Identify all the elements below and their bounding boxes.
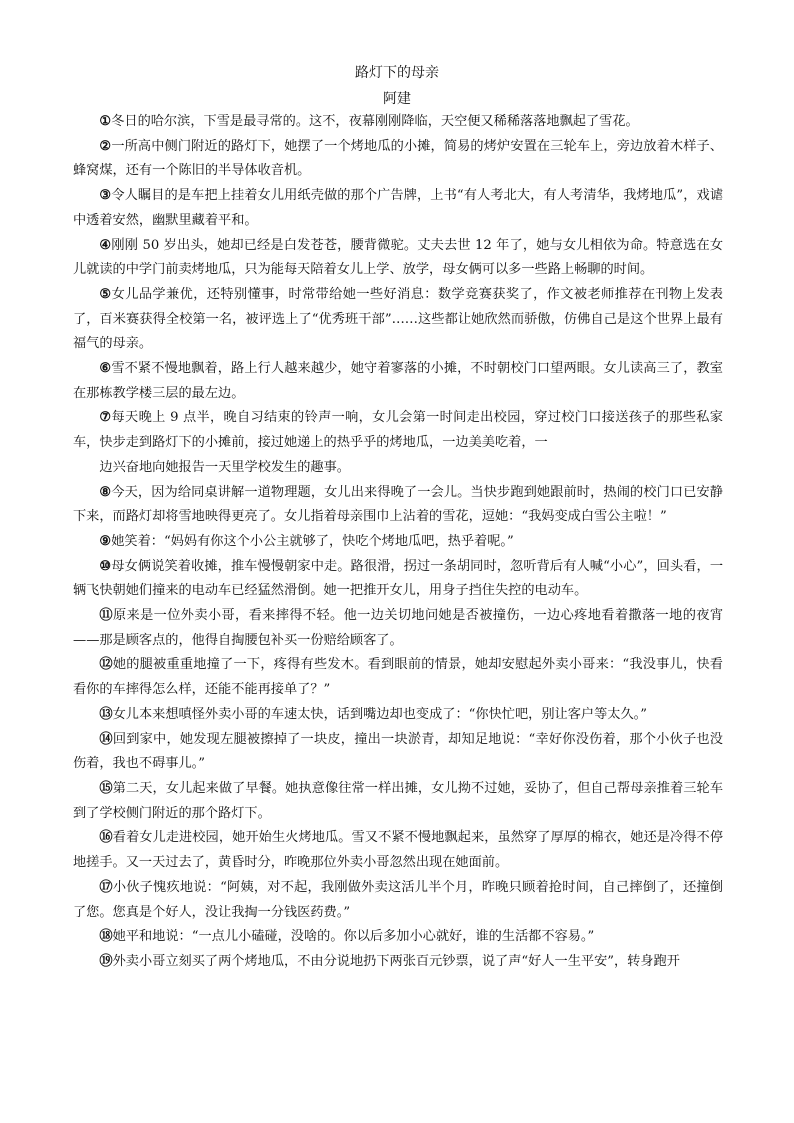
paragraph-number: ⑦ [99, 410, 112, 426]
paragraph-number: ⑱ [99, 929, 113, 945]
paragraph-number: ⑥ [99, 361, 112, 377]
paragraph-text: 女儿本来想嗔怪外卖小哥的车速太快，话到嘴边却也变成了：“你快忙吧，别让客户等太久。” [112, 706, 647, 722]
paragraph-10 [73, 555, 723, 604]
paragraph-15 [73, 777, 723, 826]
paragraph-text: 刚刚 50 岁出头，她却已经是白发苍苍，腰背微驼。丈夫去世 12 年了，她与女儿相依为命。特意选在女儿就读的中学门前卖烤地瓜，只为能每天陪着女儿上学、放学，母女俩可以多一些路上畅聊的时间。 [73, 237, 724, 278]
paragraph-number: ⑰ [99, 879, 113, 895]
paragraph-number: ③ [99, 188, 112, 204]
paragraph-5 [73, 283, 723, 357]
paragraph-number: ⑯ [99, 830, 113, 846]
paragraph-13 [73, 703, 723, 728]
paragraph-number: ⑨ [99, 533, 112, 549]
paragraph-text: 外卖小哥立刻买了两个烤地瓜，不由分说地扔下两张百元钞票，说了声“好人一生平安”，转身跑开 [112, 953, 680, 969]
paragraph-text: 母女俩说笑着收摊，推车慢慢朝家中走。路很滑，拐过一条胡同时，忽听背后有人喊“小心”，回头看，一辆飞快朝她们撞来的电动车已经猛然滑倒。她一把推开女儿，用身子挡住失控的电动车。 [73, 558, 724, 599]
paragraph-6 [73, 357, 723, 406]
paragraph-number: ⑬ [99, 706, 113, 722]
paragraph-number: ⑭ [99, 731, 113, 747]
paragraph-3 [73, 184, 723, 233]
paragraph-number: ⑤ [99, 286, 112, 302]
paragraph-text: 看着女儿走进校园，她开始生火烤地瓜。雪又不紧不慢地飘起来，虽然穿了厚厚的棉衣，她还是冷得不停地搓手。又一天过去了，黄昏时分，昨晚那位外卖小哥忽然出现在她面前。 [73, 830, 724, 871]
paragraph-text: 女儿品学兼优，还特别懂事，时常带给她一些好消息：数学竞赛获奖了，作文被老师推荐在刊物上发表了，百米赛获得全校第一名，被评选上了“优秀班干部”……这些都让她欣然而骄傲，仿佛自己是这个世界上最有福气的母亲。 [73, 286, 723, 352]
paragraph-number: ⑧ [99, 484, 112, 500]
paragraph-number: ① [99, 114, 112, 129]
paragraph-number: ② [99, 138, 112, 154]
paragraph-text: 原来是一位外卖小哥，看来摔得不轻。他一边关切地问她是否被撞伤，一边心疼地看着撒落一地的夜宵——那是顾客点的，他得自掏腰包补买一份赔给顾客了。 [73, 608, 724, 648]
paragraph-text: 令人瞩目的是车把上挂着女儿用纸壳做的那个广告牌，上书“有人考北大，有人考清华，我烤地瓜”，戏谑中透着安然，幽默里藏着平和。 [73, 188, 724, 228]
paragraph-text: 边兴奋地向她报告一天里学校发生的趣事。 [99, 459, 350, 475]
paragraph-text: 一所高中侧门附近的路灯下，她摆了一个烤地瓜的小摊，简易的烤炉安置在三轮车上，旁边放着木样子、蜂窝煤，还有一个陈旧的半导体收音机。 [73, 138, 723, 179]
paragraph-1 [73, 110, 723, 135]
article-author: 阿建 [383, 91, 411, 107]
paragraph-12 [73, 653, 723, 702]
paragraph-number: ⑪ [99, 608, 113, 624]
paragraph-text: 今天，因为给同桌讲解一道物理题，女儿出来得晚了一会儿。当快步跑到她跟前时，热闹的校门口已安静下来，而路灯却将雪地映得更亮了。女儿指着母亲围巾上沾着的雪花，逗她：“我妈变成白雪公主啦！” [73, 484, 723, 525]
paragraph-number: ⑲ [99, 953, 113, 969]
paragraph-text: 她笑着：“妈妈有你这个小公主就够了，快吃个烤地瓜吧，热乎着呢。” [111, 533, 514, 549]
paragraph-11 [73, 604, 723, 653]
paragraph-18 [73, 925, 723, 950]
paragraph-7-continued [73, 456, 723, 481]
paragraph-number: ⑫ [99, 657, 113, 673]
paragraph-text: 冬日的哈尔滨，下雪是最寻常的。这不，夜幕刚刚降临，天空便又稀稀落落地飘起了雪花。 [111, 114, 639, 129]
paragraph-9 [73, 530, 723, 555]
paragraph-text: 每天晚上 9 点半，晚自习结束的铃声一响，女儿会第一时间走出校园，穿过校门口接送孩子的那些私家车，快步走到路灯下的小摊前，接过她递上的热乎乎的烤地瓜，一边美美吃着，一 [73, 410, 723, 451]
paragraph-number: ⑩ [99, 558, 112, 574]
paragraph-4 [73, 234, 723, 283]
paragraph-8 [73, 481, 723, 530]
paragraph-text: 她平和地说：“一点儿小磕碰，没啥的。你以后多加小心就好，谁的生活都不容易。” [112, 929, 595, 945]
paragraph-7 [73, 406, 723, 455]
paragraph-16 [73, 826, 723, 875]
article-body [73, 110, 723, 975]
paragraph-number: ④ [99, 237, 112, 253]
paragraph-text: 她的腿被重重地撞了一下，疼得有些发木。看到眼前的情景，她却安慰起外卖小哥来：“我没事儿，快看看你的车摔得怎么样，还能不能再接单了？” [73, 657, 723, 698]
paragraph-2 [73, 135, 723, 184]
paragraph-17 [73, 876, 723, 925]
paragraph-14 [73, 728, 723, 777]
paragraph-text: 第二天，女儿起来做了早餐。她执意像往常一样出摊，女儿拗不过她，妥协了，但自己帮母亲推着三轮车到了学校侧门附近的那个路灯下。 [73, 780, 724, 821]
article-title: 路灯下的母亲 [355, 65, 439, 81]
paragraph-number: ⑮ [99, 780, 113, 796]
paragraph-19 [73, 950, 723, 975]
paragraph-text: 回到家中，她发现左腿被擦掉了一块皮，撞出一块淤青，却知足地说：“幸好你没伤着，那个小伙子也没伤着，我也不碍事儿。” [73, 731, 723, 772]
paragraph-text: 雪不紧不慢地飘着，路上行人越来越少，她守着寥落的小摊，不时朝校门口望两眼。女儿读高三了，教室在那栋教学楼三层的最左边。 [73, 361, 723, 401]
paragraph-text: 小伙子愧疚地说：“阿姨，对不起，我刚做外卖这活儿半个月，昨晚只顾着抢时间，自己摔倒了，还撞倒了您。您真是个好人，没让我掏一分钱医药费。” [73, 879, 723, 920]
